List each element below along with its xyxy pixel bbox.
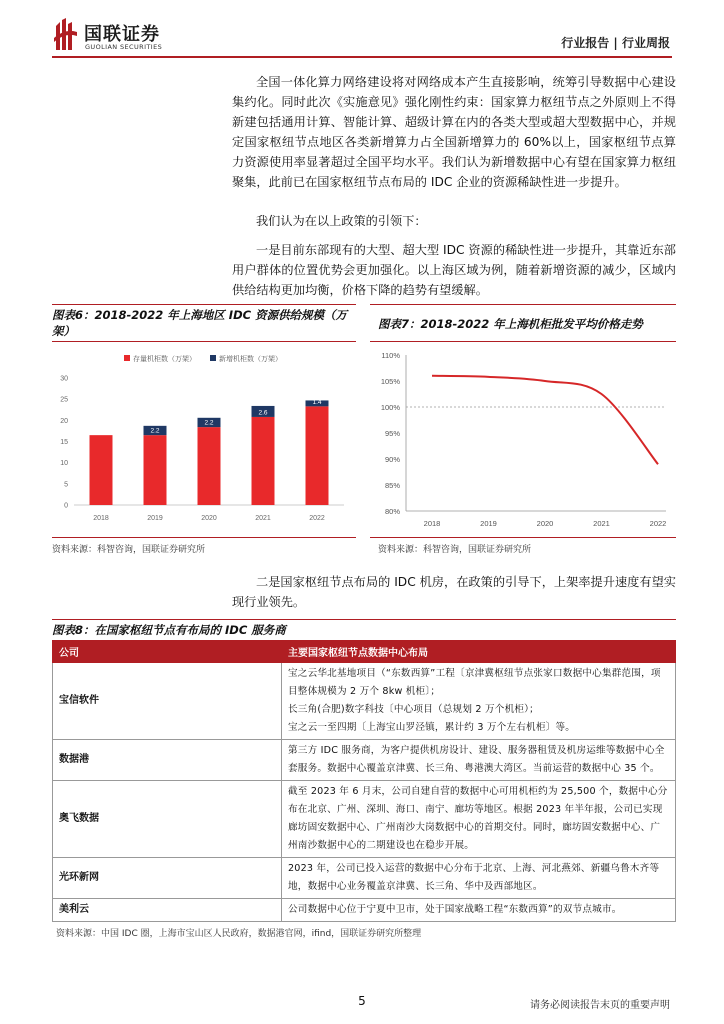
layout-cell (282, 858, 676, 899)
company-cell: 奥飞数据 (53, 781, 282, 858)
report-type-label: 行业报告 | 行业周报 (561, 36, 670, 50)
x-tick-label: 2021 (255, 515, 271, 522)
layout-line: 截至 2023 年 6 月末，公司自建自营的数据中心可用机柜约为 25,500 个，数据中心分布在北京、广州、深圳、海口、南宁、廊坊等地区。根据 2023 年半年报，公司已实现廊坊固安数据中心、广州南沙大岗数据中心的首期交付。同时，廊坊固安数据中心、广州南沙数据中心的二期建设也在稳步开展。 (288, 786, 668, 851)
paragraph-point-one: 一是目前东部现有的大型、超大型 IDC 资源的稀缺性进一步提升，其靠近东部用户群体的位置优势会更加强化。以上海区域为例，随着新增资源的减少，区域内供给结构更加均衡，价格下降的趋势有望缓解。 (232, 243, 676, 297)
bar-stock (252, 417, 275, 505)
fig6-bar-chart (52, 345, 356, 535)
y-tick-label: 105% (380, 377, 400, 386)
bar-stock (144, 435, 167, 505)
y-tick-label: 15 (60, 439, 68, 446)
data-label-new: 2.2 (150, 427, 160, 435)
y-tick-label: 25 (60, 396, 68, 404)
paragraph-lead: 我们认为在以上政策的引领下： (256, 214, 427, 228)
legend-swatch-new (210, 355, 216, 361)
x-tick-label: 2022 (649, 519, 667, 528)
y-tick-label: 95% (384, 429, 400, 438)
header-layout: 主要国家枢纽节点数据中心布局 (282, 641, 676, 663)
x-tick-label: 2018 (93, 515, 109, 522)
layout-line: 2023 年，公司已投入运营的数据中心分布于北京、上海、河北燕郊、新疆乌鲁木齐等地，数据中心业务覆盖京津冀、长三角、华中及西部地区。 (288, 863, 660, 892)
company-cell: 光环新网 (53, 858, 282, 899)
company-cell: 数据港 (53, 740, 282, 781)
guolian-logo-icon (52, 18, 78, 52)
y-tick-label: 100% (380, 403, 400, 412)
layout-line: 长三角(合肥)数字科技〔中心项目（总规划 2 万个机柜）； (288, 704, 539, 715)
bar-stock (306, 406, 329, 505)
x-tick-label: 2022 (309, 515, 325, 522)
layout-line: 宝之云华北基地项目（“东数西算”工程〔京津冀枢纽节点张家口数据中心集群范围，项目整体规模为 2 万个 8kw 机柜〕； (288, 668, 661, 697)
fig7-title-rule (370, 341, 676, 342)
company-cell: 美利云 (53, 899, 282, 922)
bar-stock (198, 427, 221, 505)
x-tick-label: 2021 (593, 519, 610, 528)
layout-cell (282, 663, 676, 740)
y-tick-label: 30 (60, 375, 68, 383)
page-number: 5 (358, 994, 366, 1008)
fig6-top-rule (52, 304, 356, 305)
x-tick-label: 2018 (423, 519, 441, 528)
fig7-source: 资料来源：科智咨询，国联证券研究所 (378, 545, 532, 555)
layout-line: 公司数据中心位于宁夏中卫市，处于国家战略工程“东数西算”的双节点城市。 (288, 904, 622, 915)
price-line (432, 376, 658, 464)
fig7-top-rule (370, 304, 676, 305)
layout-cell (282, 740, 676, 781)
fig6-source: 资料来源：科智咨询，国联证券研究所 (52, 545, 206, 555)
legend-label-stock: 存量机柜数（万架） (133, 356, 196, 363)
logo-english-name: GUOLIAN SECURITIES (85, 43, 163, 51)
y-tick-label: 5 (64, 481, 68, 489)
header-divider (52, 56, 672, 58)
x-tick-label: 2020 (201, 515, 217, 522)
data-label-new: 2.6 (258, 409, 268, 417)
table-row (53, 858, 676, 899)
x-tick-label: 2020 (536, 519, 554, 528)
legend-label-new: 新增机柜数（万架） (219, 356, 282, 363)
guolian-logo (52, 18, 192, 54)
x-tick-label: 2019 (480, 519, 497, 528)
table-row (53, 663, 676, 740)
y-tick-label: 110% (381, 351, 400, 360)
layout-cell (282, 781, 676, 858)
data-label-new: 2.2 (204, 419, 214, 427)
y-tick-label: 20 (60, 417, 68, 425)
bar-stock (90, 435, 113, 505)
fig8-title: 图表8：在国家枢纽节点有布局的 IDC 服务商 (52, 623, 286, 637)
fig6-title-rule (52, 341, 356, 342)
y-tick-label: 90% (384, 455, 400, 464)
layout-line: 第三方 IDC 服务商，为客户提供机房设计、建设、服务器租赁及机房运维等数据中心全套服务。数据中心覆盖京津冀、长三角、粤港澳大湾区。当前运营的数据中心 35 个。 (288, 745, 665, 774)
y-tick-label: 10 (60, 460, 68, 468)
y-tick-label: 0 (64, 502, 68, 510)
legend-swatch-stock (124, 355, 130, 361)
footer-disclaimer: 请务必阅读报告末页的重要声明 (530, 1000, 670, 1011)
table-row (53, 899, 676, 922)
paragraph-point-two: 二是国家枢纽节点布局的 IDC 机房，在政策的引导下，上架率提升速度有望实现行业领先。 (232, 575, 676, 609)
fig8-source: 资料来源：中国 IDC 圈，上海市宝山区人民政府，数据港官网，ifind，国联证券研究所整理 (56, 929, 422, 939)
header-company: 公司 (53, 641, 282, 663)
fig7-line-chart (370, 345, 676, 535)
table-row (53, 781, 676, 858)
data-label-new: 1.4 (312, 398, 322, 406)
y-tick-label: 80% (384, 507, 400, 516)
paragraph-policy: 全国一体化算力网络建设将对网络成本产生直接影响，统筹引导数据中心建设集约化。同时此次《实施意见》强化刚性约束：国家算力枢纽节点之外原则上不得新建包括通用计算、智能计算、超级计算在内的各类大型或超大型数据中心，并规定国家枢纽节点地区各类新增算力占全国新增算力的 60%以上，国家枢纽节点算力资源使用率显著超过全国平均水平。我们认为新增数据中心有望在国家算力枢纽聚集，此前已在国家枢纽节点布局的 IDC 企业的资源稀缺性进一步提升。 (232, 75, 676, 189)
fig6-bottom-rule (52, 537, 356, 538)
logo-chinese-name: 国联证券 (84, 24, 160, 45)
fig6-title: 图表6：2018-2022 年上海地区 IDC 资源供给规模（万架） (52, 308, 348, 338)
layout-line: 宝之云一至四期〔上海宝山罗泾镇，累计约 3 万个左右机柜〕等。 (288, 722, 576, 733)
fig8-top-rule (52, 619, 676, 620)
layout-cell (282, 899, 676, 922)
table-row (53, 740, 676, 781)
fig7-bottom-rule (370, 537, 676, 538)
y-tick-label: 85% (384, 481, 400, 490)
x-tick-label: 2019 (147, 515, 163, 522)
fig7-title: 图表7：2018-2022 年上海机柜批发平均价格走势 (378, 317, 643, 331)
company-cell: 宝信软件 (53, 663, 282, 740)
idc-provider-table (52, 640, 676, 922)
table-header-row (53, 641, 676, 663)
